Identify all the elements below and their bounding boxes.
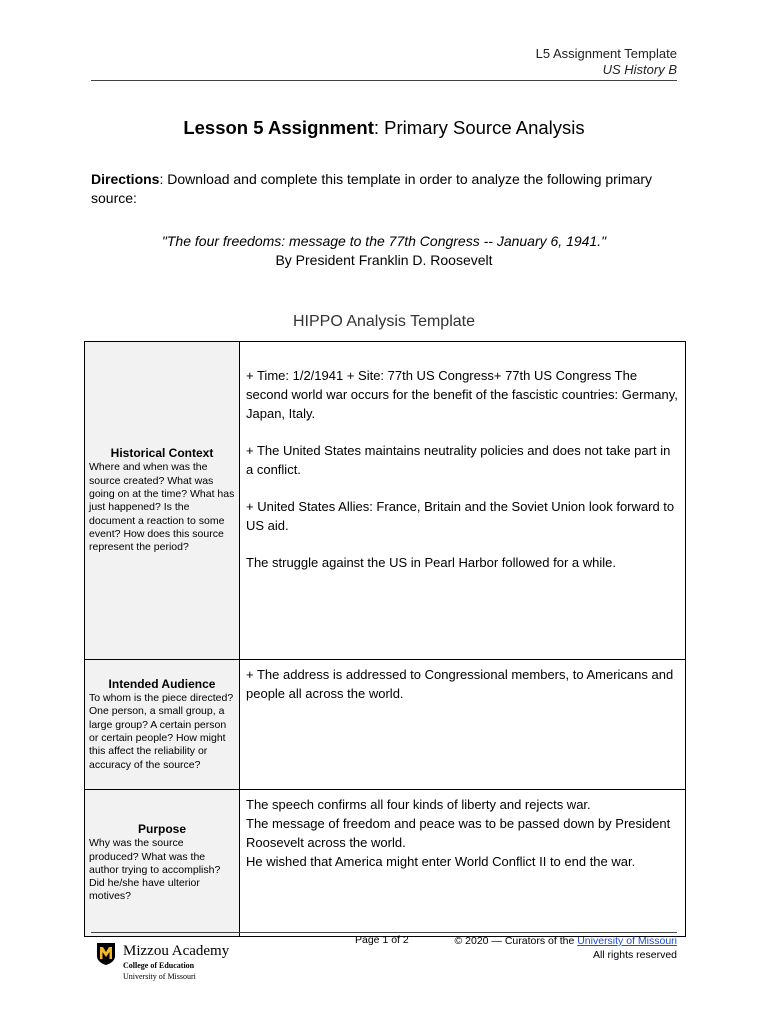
directions <box>91 170 661 208</box>
title-rest: : Primary Source Analysis <box>373 117 585 138</box>
title-bold: Lesson 5 Assignment <box>183 117 374 138</box>
response-paragraph: The speech confirms all four kinds of liberty and rejects war. <box>246 797 591 812</box>
table-row <box>85 790 686 937</box>
logo-university: University of Missouri <box>123 972 196 981</box>
response-paragraph: + Time: 1/2/1941 + Site: 77th US Congress+ 77th US Congress The second world war occurs for the benefit of the fascistic countries: Germany, Japan, Italy. <box>246 368 678 421</box>
row-label: Intended Audience <box>108 677 216 692</box>
response-cell[interactable] <box>240 790 686 937</box>
page-title <box>0 117 768 139</box>
footer-divider <box>91 932 677 933</box>
table-row <box>85 342 686 660</box>
response-cell[interactable] <box>240 342 686 660</box>
directions-text: : Download and complete this template in order to analyze the following primary source: <box>91 171 653 206</box>
row-prompt: Where and when was the source created? What was going on at the time? What has just happened? Is the document a reaction to some event? How does this source represent the period? <box>89 461 235 554</box>
response-paragraph: The struggle against the US in Pearl Harbor followed for a while. <box>246 555 616 570</box>
directions-label: Directions <box>91 171 160 187</box>
copyright <box>455 934 678 962</box>
document-name: L5 Assignment Template <box>535 46 677 61</box>
source-author: By President Franklin D. Roosevelt <box>275 252 493 268</box>
response-paragraph: He wished that America might enter World Conflict II to end the war. <box>246 854 636 869</box>
response-cell[interactable] <box>240 660 686 790</box>
response-paragraph: + The United States maintains neutrality policies and does not take part in a conflict. <box>246 443 671 477</box>
row-label: Historical Context <box>110 446 214 461</box>
row-prompt: Why was the source produced? What was the author trying to accomplish? Did he/she have ulterior motives? <box>89 837 221 903</box>
table-row <box>85 660 686 790</box>
primary-source <box>0 232 768 270</box>
response-paragraph: + The address is addressed to Congressional members, to Americans and people all across the world. <box>246 667 674 701</box>
university-link[interactable]: University of Missouri <box>577 935 677 947</box>
row-label-cell <box>85 660 240 790</box>
row-label: Purpose <box>137 822 186 837</box>
row-label-cell <box>85 342 240 660</box>
hippo-table <box>84 341 686 937</box>
tiger-shield-icon <box>96 942 116 966</box>
rights-reserved: All rights reserved <box>592 949 677 961</box>
response-paragraph: + United States Allies: France, Britain and the Soviet Union look forward to US aid. <box>246 499 675 533</box>
source-quote: "The four freedoms: message to the 77th Congress -- January 6, 1941." <box>161 233 607 249</box>
logo-text <box>123 942 229 982</box>
logo-name: Mizzou Academy <box>123 943 230 959</box>
page-number: Page 1 of 2 <box>355 934 409 946</box>
logo-college: College of Education <box>123 961 195 970</box>
document-header <box>536 46 677 78</box>
row-label-cell <box>85 790 240 937</box>
template-title: HIPPO Analysis Template <box>292 313 475 330</box>
response-paragraph: The message of freedom and peace was to be passed down by President Roosevelt across the world. <box>246 816 671 850</box>
row-prompt: To whom is the piece directed? One person, a small group, a large group? A certain person or certain people? How might this affect the reliability or accuracy of the source? <box>89 692 234 771</box>
copyright-prefix: © 2020 — Curators of the <box>454 935 578 947</box>
course-name: US History B <box>602 62 677 77</box>
header-divider <box>91 80 677 81</box>
